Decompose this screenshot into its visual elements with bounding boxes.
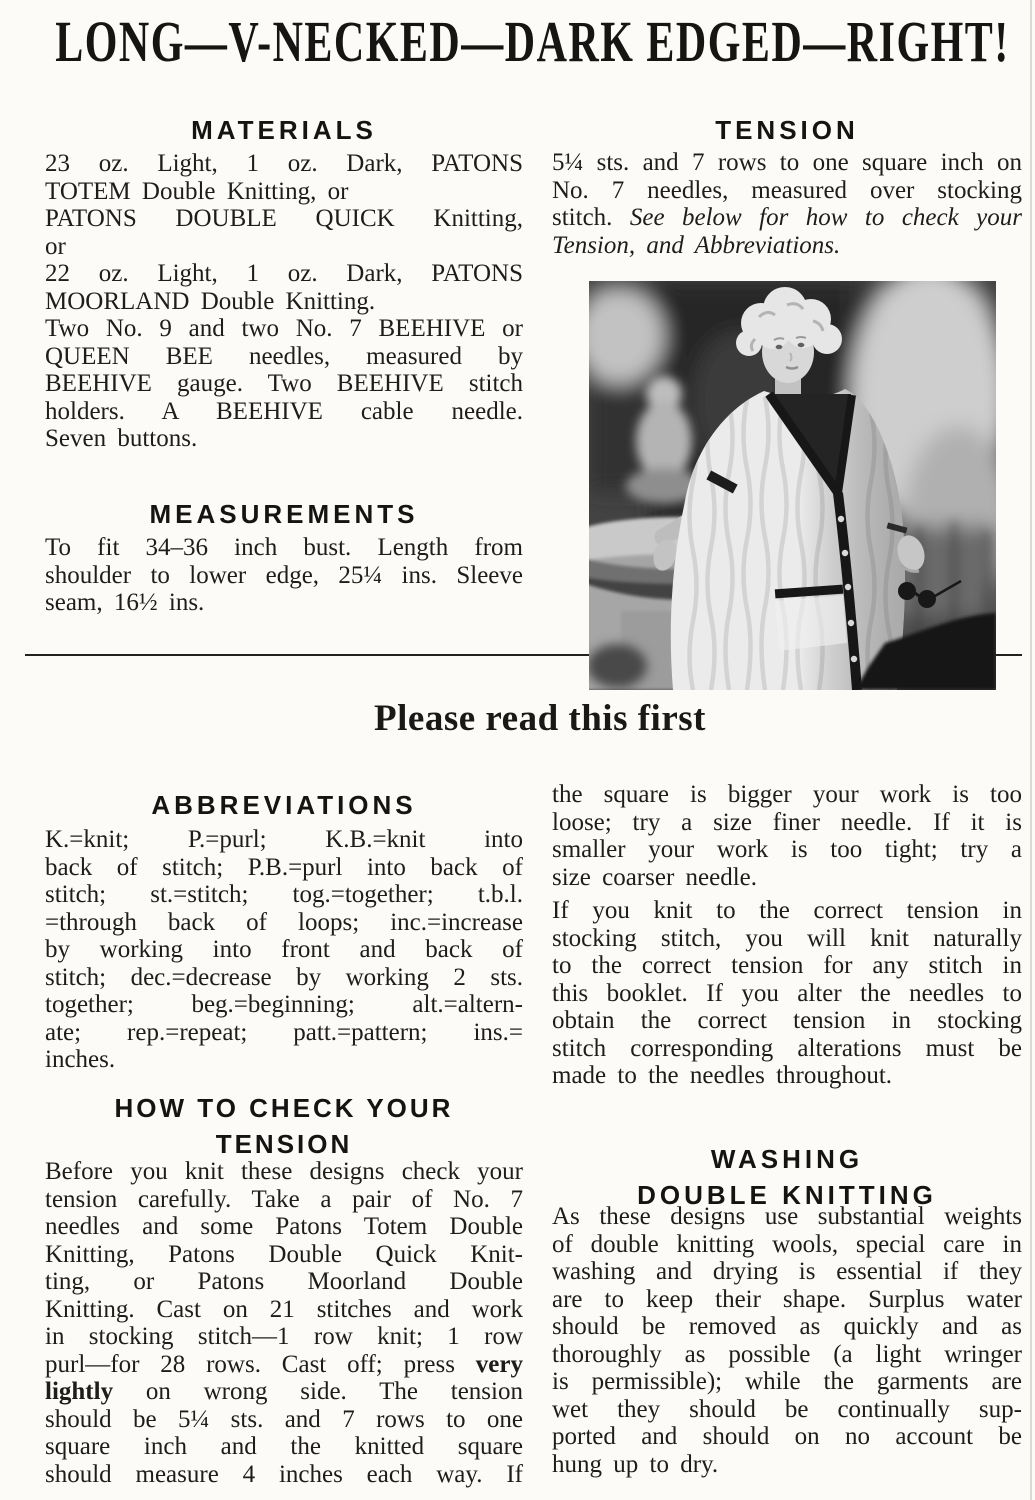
text-line: holders. A BEEHIVE cable needle. [45, 397, 523, 425]
text-line: Tension, and Abbreviations. [552, 231, 841, 259]
section-subtitle: Please read this first [374, 698, 706, 739]
text-line: by working into front and back of [45, 936, 523, 963]
text-line: square inch and the knitted square [45, 1433, 523, 1460]
text-line: the square is bigger your work is too [552, 781, 1022, 808]
abbreviations-heading: ABBREVIATIONS [151, 790, 417, 820]
text-line: together; beg.=beginning; alt.=altern- [45, 991, 523, 1018]
divider-rule-left [25, 654, 589, 656]
page-title: LONG—V-NECKED—DARK EDGED—RIGHT! [55, 11, 1010, 75]
divider-rule-right [995, 654, 1022, 656]
text-line: wet they should be continually sup- [552, 1395, 1022, 1423]
text-line: is permissible); while the garments are [552, 1368, 1022, 1395]
pattern-photo [589, 281, 996, 690]
text-line: seam, 16½ ins. [45, 589, 205, 616]
text-line: should be removed as quickly and as [552, 1313, 1022, 1340]
abbreviations-text [45, 826, 523, 1074]
text-line: hung up to dry. [552, 1450, 719, 1478]
text-line: Knitting. Cast on 21 stitches and work [45, 1295, 523, 1323]
text-line: PATONS DOUBLE QUICK Knitting, [45, 205, 523, 232]
text-line: tension carefully. Take a pair of No. 7 [45, 1185, 523, 1213]
tension-note-paragraph-1 [552, 781, 1022, 891]
measurements-text [45, 534, 523, 617]
text-line: BEEHIVE gauge. Two BEEHIVE stitch [45, 370, 523, 397]
text-line: in stocking stitch—1 row knit; 1 row [45, 1323, 523, 1350]
text-line: K.=knit; P.=purl; K.B.=knit into [45, 826, 523, 853]
text-line: size coarser needle. [552, 863, 758, 891]
text-line: stocking stitch, you will knit naturally [552, 924, 1022, 952]
text-line: No. 7 needles, measured over stocking [552, 176, 1022, 204]
text-line: loose; try a size finer needle. If it is [552, 808, 1022, 836]
text-line: ting, or Patons Moorland Double [45, 1268, 523, 1295]
text-line: stitch; dec.=decrease by working 2 sts. [45, 963, 523, 991]
tension-heading: TENSION [715, 115, 859, 145]
materials-heading: MATERIALS [191, 115, 377, 145]
tension-note-paragraph-2 [552, 897, 1022, 1090]
text-line: 23 oz. Light, 1 oz. Dark, PATONS [45, 150, 523, 177]
text-line: should be 5¼ sts. and 7 rows to one [45, 1405, 523, 1433]
text-line: thoroughly as possible (a light wringer [552, 1340, 1022, 1368]
text-line: 5¼ sts. and 7 rows to one square inch on [552, 149, 1022, 176]
text-line: made to the needles throughout. [552, 1062, 893, 1089]
text-line: washing and drying is essential if they [552, 1258, 1022, 1285]
text-line: to the correct tension for any stitch in [552, 952, 1022, 979]
text-line: or [45, 232, 66, 260]
text-line: should measure 4 inches each way. If [45, 1460, 523, 1488]
text-line: ported and should on no account be [552, 1423, 1022, 1450]
page-scan-edge [1030, 0, 1032, 1500]
text-line: If you knit to the correct tension in [552, 897, 1022, 924]
text-line: purl—for 28 rows. Cast off; press very [45, 1350, 523, 1378]
materials-text [45, 150, 523, 453]
text-line: 22 oz. Light, 1 oz. Dark, PATONS [45, 260, 523, 287]
text-line: smaller your work is too tight; try a [552, 836, 1022, 863]
text-line: To fit 34–36 inch bust. Length from [45, 534, 523, 561]
text-line: lightly on wrong side. The tension [45, 1378, 523, 1405]
how-to-check-heading-line1: HOW TO CHECK YOUR [114, 1093, 454, 1123]
text-line: Two No. 9 and two No. 7 BEEHIVE or [45, 315, 523, 342]
washing-text [552, 1203, 1022, 1478]
washing-heading-line1: WASHING [710, 1144, 864, 1174]
text-line: QUEEN BEE needles, measured by [45, 342, 523, 370]
text-line: MOORLAND Double Knitting. [45, 287, 376, 315]
text-line: Before you knit these designs check your [45, 1158, 523, 1185]
text-line: =through back of loops; inc.=increase [45, 908, 523, 936]
photo-illustration [589, 281, 996, 690]
text-line: Knitting, Patons Double Quick Knit- [45, 1240, 523, 1268]
text-line: obtain the correct tension in stocking [552, 1007, 1022, 1034]
text-line: back of stitch; P.B.=purl into back of [45, 853, 523, 881]
text-line: stitch. See below for how to check your [552, 204, 1022, 231]
text-line: stitch; st.=stitch; tog.=together; t.b.l. [45, 881, 523, 908]
text-line: TOTEM Double Knitting, or [45, 177, 349, 205]
how-to-check-text [45, 1158, 523, 1488]
text-line: shoulder to lower edge, 25¼ ins. Sleeve [45, 561, 523, 589]
washing-heading-line2: DOUBLE KNITTING [637, 1180, 937, 1210]
text-line: As these designs use substantial weights [552, 1203, 1022, 1230]
how-to-check-heading [45, 1090, 523, 1162]
how-to-check-heading-line2: TENSION [215, 1129, 353, 1159]
text-line: needles and some Patons Totem Double [45, 1213, 523, 1240]
tension-text [552, 149, 1022, 259]
text-line: this booklet. If you alter the needles to [552, 979, 1022, 1007]
measurements-heading: MEASUREMENTS [149, 499, 419, 529]
text-line: of double knitting wools, special care in [552, 1230, 1022, 1258]
text-line: are to keep their shape. Surplus water [552, 1285, 1022, 1313]
text-line: stitch corresponding alterations must be [552, 1034, 1022, 1062]
text-line: inches. [45, 1046, 116, 1073]
text-line: Seven buttons. [45, 425, 198, 452]
text-line: ate; rep.=repeat; patt.=pattern; ins.= [45, 1018, 523, 1046]
